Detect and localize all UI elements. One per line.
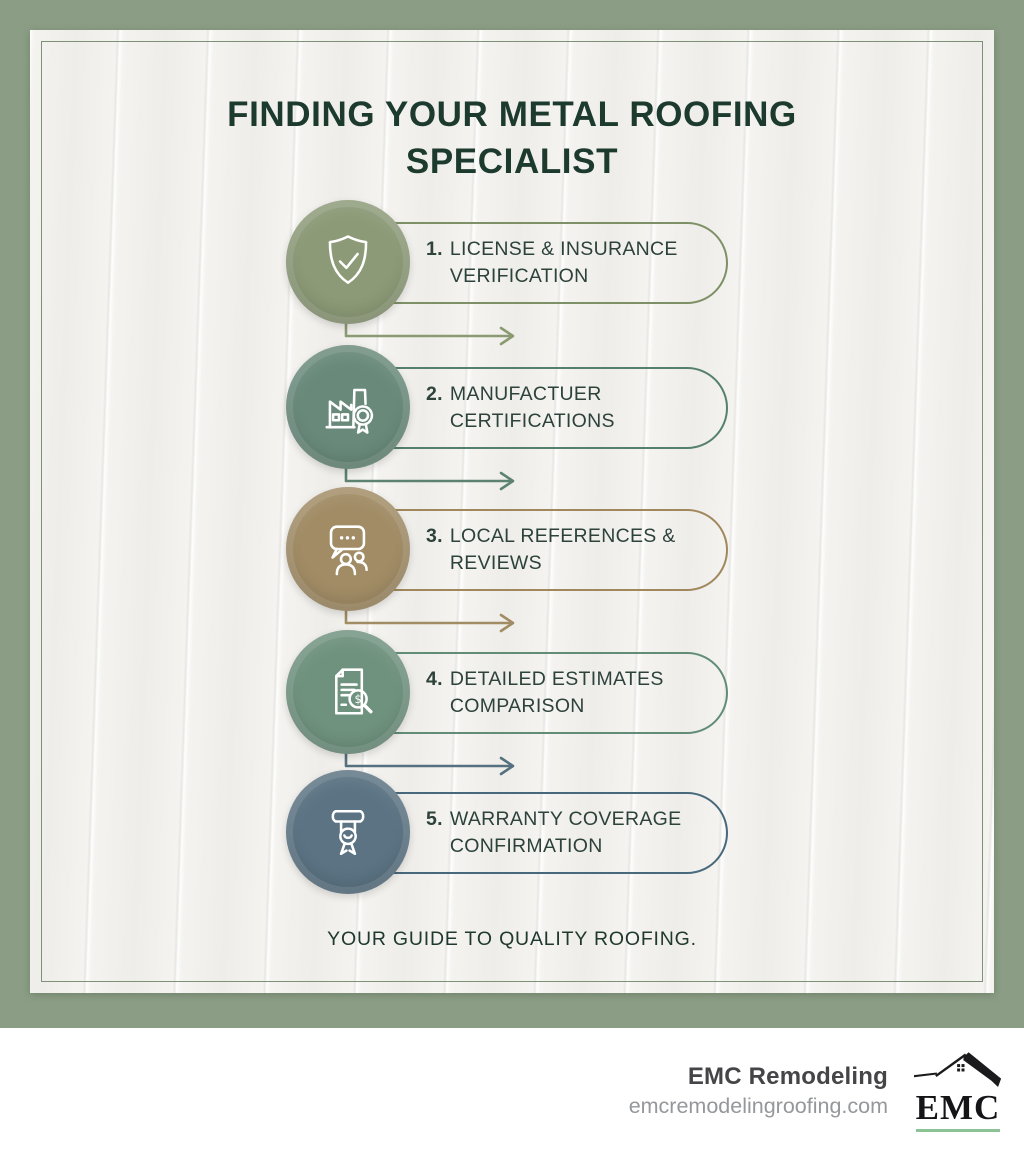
- document-magnifier-icon: [314, 658, 382, 726]
- step-5-circle: [286, 770, 410, 894]
- step-2-circle: [286, 345, 410, 469]
- step-row-4: [30, 630, 994, 772]
- step-row-5: [30, 770, 994, 912]
- chat-people-icon: [314, 515, 382, 583]
- steps-list: [30, 30, 994, 993]
- footer-website: emcremodelingroofing.com: [628, 1094, 888, 1118]
- step-2-label: MANUFACTUER CERTIFICATIONS: [449, 383, 615, 432]
- step-3-label: LOCAL REFERENCES & REVIEWS: [449, 525, 676, 574]
- step-3-circle: [286, 487, 410, 611]
- emc-logo: [914, 1051, 1002, 1132]
- step-2-number: 2.: [426, 383, 443, 406]
- roof-icon: [914, 1051, 1002, 1093]
- step-3-number: 3.: [426, 525, 443, 548]
- infographic-card: [30, 30, 994, 993]
- step-4-label: DETAILED ESTIMATES COMPARISON: [449, 668, 664, 717]
- step-1-label: LICENSE & INSURANCE VERIFICATION: [449, 238, 678, 287]
- warranty-certificate-icon: [314, 798, 382, 866]
- step-5-label: WARRANTY COVERAGE CONFIRMATION: [449, 808, 682, 857]
- step-row-2: [30, 345, 994, 487]
- footer-text-block: [629, 1063, 888, 1119]
- tagline: YOUR GUIDE TO QUALITY ROOFING.: [327, 928, 697, 950]
- step-row-1: [30, 200, 994, 342]
- logo-text: EMC: [915, 1087, 1001, 1127]
- footer-company-name: EMC Remodeling: [687, 1063, 888, 1090]
- step-row-3: [30, 487, 994, 629]
- step-1-number: 1.: [426, 238, 443, 261]
- step-5-number: 5.: [426, 808, 443, 831]
- svg-text:$: $: [354, 693, 362, 707]
- step-4-number: 4.: [426, 668, 443, 691]
- footer: [0, 1028, 1024, 1154]
- shield-check-icon: [314, 228, 382, 296]
- step-1-circle: [286, 200, 410, 324]
- step-4-circle: [286, 630, 410, 754]
- page-title-text: FINDING YOUR METAL ROOFING SPECIALIST: [227, 95, 797, 181]
- factory-certification-icon: [314, 373, 382, 441]
- logo-underline: [916, 1129, 1000, 1132]
